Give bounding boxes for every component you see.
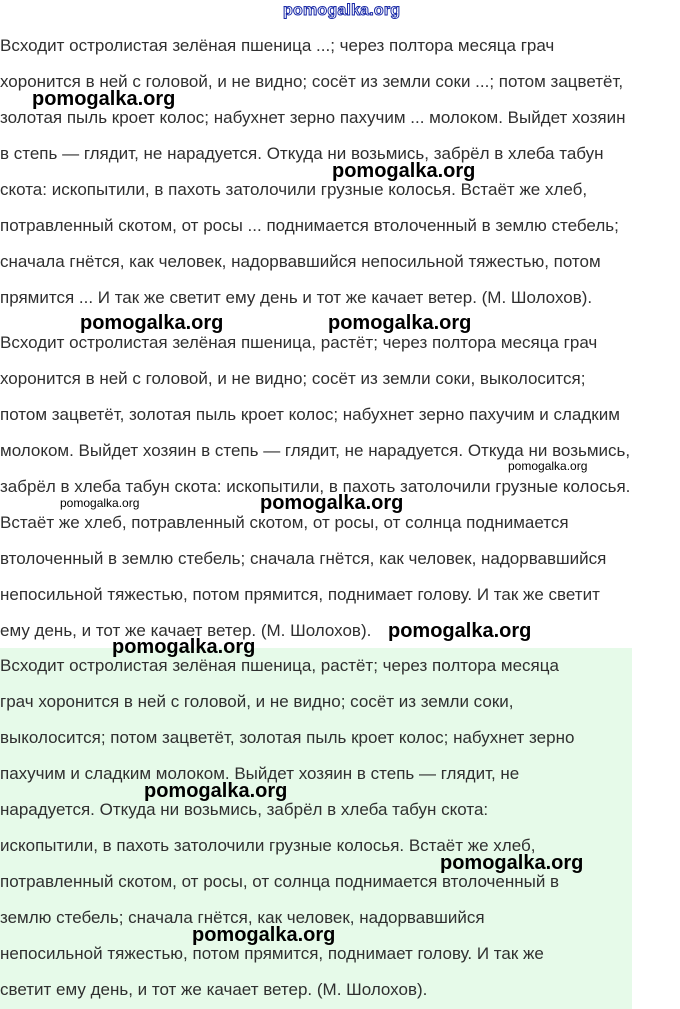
watermark: pomogalka.org bbox=[508, 459, 588, 473]
text-line: светит ему день, и тот же качает ветер. (М. Шолохов). bbox=[0, 980, 428, 999]
text-line: Всходит остролистая зелёная пшеница ...; через полтора месяца грач bbox=[0, 36, 555, 55]
text-line: забрёл в хлеба табун скота: ископытили, в пахоть затолочили грузные колосья. bbox=[0, 477, 631, 496]
text-line: потравленный скотом, от росы ... поднимается втолоченный в землю стебель; bbox=[0, 216, 619, 235]
text-line: землю стебель; сначала гнётся, как человек, надорвавшийся bbox=[0, 908, 485, 927]
watermark: pomogalka.org bbox=[60, 496, 140, 510]
text-line: прямится ... И так же светит ему день и тот же качает ветер. (М. Шолохов). bbox=[0, 288, 593, 307]
watermark: pomogalka.org bbox=[260, 492, 404, 514]
header-watermark: pomogalka.org bbox=[283, 2, 401, 19]
paragraph-completed-text bbox=[0, 325, 680, 649]
text-line: непосильной тяжестью, потом прямится, поднимает голову. И так же bbox=[0, 944, 544, 963]
watermark: pomogalka.org bbox=[144, 780, 288, 802]
text-line: скота: ископытили, в пахоть затолочили грузные колосья. Встаёт же хлеб, bbox=[0, 180, 588, 199]
watermark: pomogalka.org bbox=[328, 312, 472, 334]
text-line: пахучим и сладким молоком. Выйдет хозяин в степь — глядит, не bbox=[0, 764, 520, 783]
watermark: pomogalka.org bbox=[112, 636, 256, 658]
text-line: хоронится в ней с головой, и не видно; сосёт из земли соки, выколосится; bbox=[0, 369, 586, 388]
text-line: грач хоронится в ней с головой, и не видно; сосёт из земли соки, bbox=[0, 692, 514, 711]
text-line: в степь — глядит, не нарадуется. Откуда ни возьмись, забрёл в хлеба табун bbox=[0, 144, 604, 163]
text-line: втолоченный в землю стебель; сначала гнётся, как человек, надорвавшийся bbox=[0, 549, 607, 568]
text-line: Встаёт же хлеб, потравленный скотом, от росы, от солнца поднимается bbox=[0, 513, 569, 532]
text-line: хоронится в ней с головой, и не видно; сосёт из земли соки ...; потом зацветёт, bbox=[0, 72, 624, 91]
text-line: золотая пыль кроет колос; набухнет зерно пахучим ... молоком. Выйдет хозяин bbox=[0, 108, 626, 127]
text-line: непосильной тяжестью, потом прямится, поднимает голову. И так же светит bbox=[0, 585, 600, 604]
watermark: pomogalka.org bbox=[332, 160, 476, 182]
text-line: потом зацветёт, золотая пыль кроет колос; набухнет зерно пахучим и сладким bbox=[0, 405, 620, 424]
watermark: pomogalka.org bbox=[388, 620, 532, 642]
watermark: pomogalka.org bbox=[80, 312, 224, 334]
text-line: ему день, и тот же качает ветер. (М. Шолохов). bbox=[0, 621, 372, 640]
text-line: Всходит остролистая зелёная пшеница, растёт; через полтора месяца bbox=[0, 656, 559, 675]
text-line: нарадуется. Откуда ни возьмись, забрёл в хлеба табун скота: bbox=[0, 800, 489, 819]
text-line: Всходит остролистая зелёная пшеница, растёт; через полтора месяца грач bbox=[0, 333, 598, 352]
text-line: ископытили, в пахоть затолочили грузные колосья. Встаёт же хлеб, bbox=[0, 836, 536, 855]
watermark: pomogalka.org bbox=[440, 852, 584, 874]
text-line: сначала гнётся, как человек, надорвавшийся непосильной тяжестью, потом bbox=[0, 252, 601, 271]
text-line: выколосится; потом зацветёт, золотая пыль кроет колос; набухнет зерно bbox=[0, 728, 575, 747]
text-line: потравленный скотом, от росы, от солнца поднимается втолоченный в bbox=[0, 872, 560, 891]
watermark: pomogalka.org bbox=[192, 924, 336, 946]
paragraph-answer-text bbox=[0, 648, 680, 1008]
text-line: молоком. Выйдет хозяин в степь — глядит, не нарадуется. Откуда ни возьмись, bbox=[0, 441, 631, 460]
watermark: pomogalka.org bbox=[32, 88, 176, 110]
